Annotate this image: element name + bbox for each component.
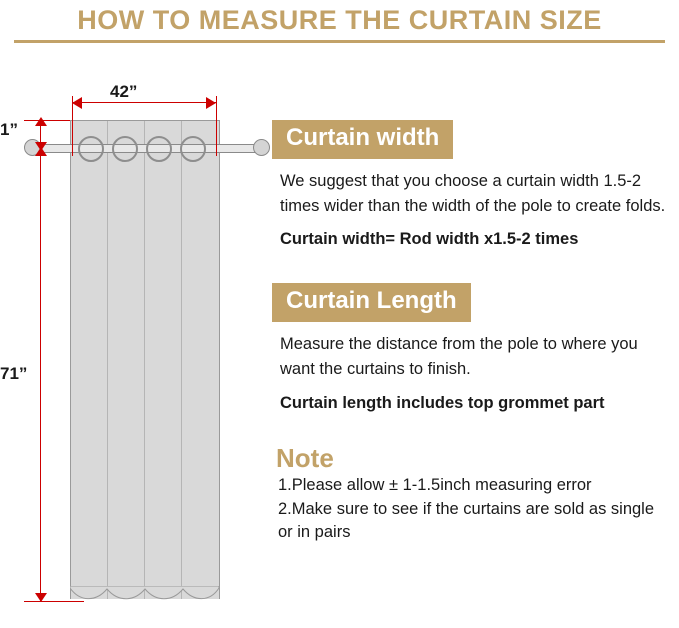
curtain-fold-line bbox=[144, 121, 145, 599]
section-heading-curtain-length: Curtain Length bbox=[272, 283, 471, 322]
top-margin-dimension-label: 1” bbox=[0, 120, 18, 139]
curtain-fold-line bbox=[107, 121, 108, 599]
height-dimension-label: 71” bbox=[0, 364, 28, 383]
section-body-curtain-length: Measure the distance from the pole to where you want the curtains to finish. bbox=[280, 335, 638, 378]
top-margin-arrow-up-icon bbox=[35, 117, 47, 126]
top-margin-extension-line bbox=[24, 120, 70, 121]
grommet-ring bbox=[112, 136, 138, 162]
width-dimension-line bbox=[72, 102, 216, 103]
height-dimension-line bbox=[40, 150, 41, 602]
curtain-hem-illustration bbox=[70, 586, 220, 612]
height-extension-line-bottom bbox=[24, 601, 84, 602]
section-formula-curtain-length: Curtain length includes top grommet part bbox=[280, 393, 605, 412]
instructions-column bbox=[272, 120, 672, 545]
section-curtain-width bbox=[272, 120, 672, 249]
page-title-bar bbox=[0, 0, 679, 40]
section-body-curtain-width: We suggest that you choose a curtain width 1.5-2 times wider than the width of the pole to create folds. bbox=[280, 171, 666, 215]
grommet-ring bbox=[180, 136, 206, 162]
curtain-diagram bbox=[0, 44, 280, 628]
section-heading-curtain-width: Curtain width bbox=[272, 120, 453, 159]
note-line-2: 2.Make sure to see if the curtains are sold as single or in pairs bbox=[278, 499, 655, 542]
curtain-panel-illustration bbox=[70, 120, 220, 599]
section-formula-curtain-width: Curtain width= Rod width x1.5-2 times bbox=[280, 230, 579, 249]
height-arrow-down-icon bbox=[35, 593, 47, 602]
height-arrow-up-icon bbox=[35, 147, 47, 156]
width-dimension-label: 42” bbox=[110, 82, 138, 101]
grommet-ring bbox=[78, 136, 104, 162]
rod-finial-right bbox=[253, 139, 270, 156]
page-title: HOW TO MEASURE THE CURTAIN SIZE bbox=[77, 4, 602, 35]
curtain-fold-line bbox=[181, 121, 182, 599]
note-line-1: 1.Please allow ± 1-1.5inch measuring error bbox=[278, 475, 592, 494]
grommet-ring bbox=[146, 136, 172, 162]
width-extension-line-right bbox=[216, 96, 217, 156]
section-note bbox=[272, 443, 672, 546]
width-arrow-right-icon bbox=[206, 97, 216, 109]
width-arrow-left-icon bbox=[72, 97, 82, 109]
title-divider bbox=[14, 40, 665, 43]
section-curtain-length bbox=[272, 283, 672, 412]
note-heading: Note bbox=[276, 442, 334, 473]
